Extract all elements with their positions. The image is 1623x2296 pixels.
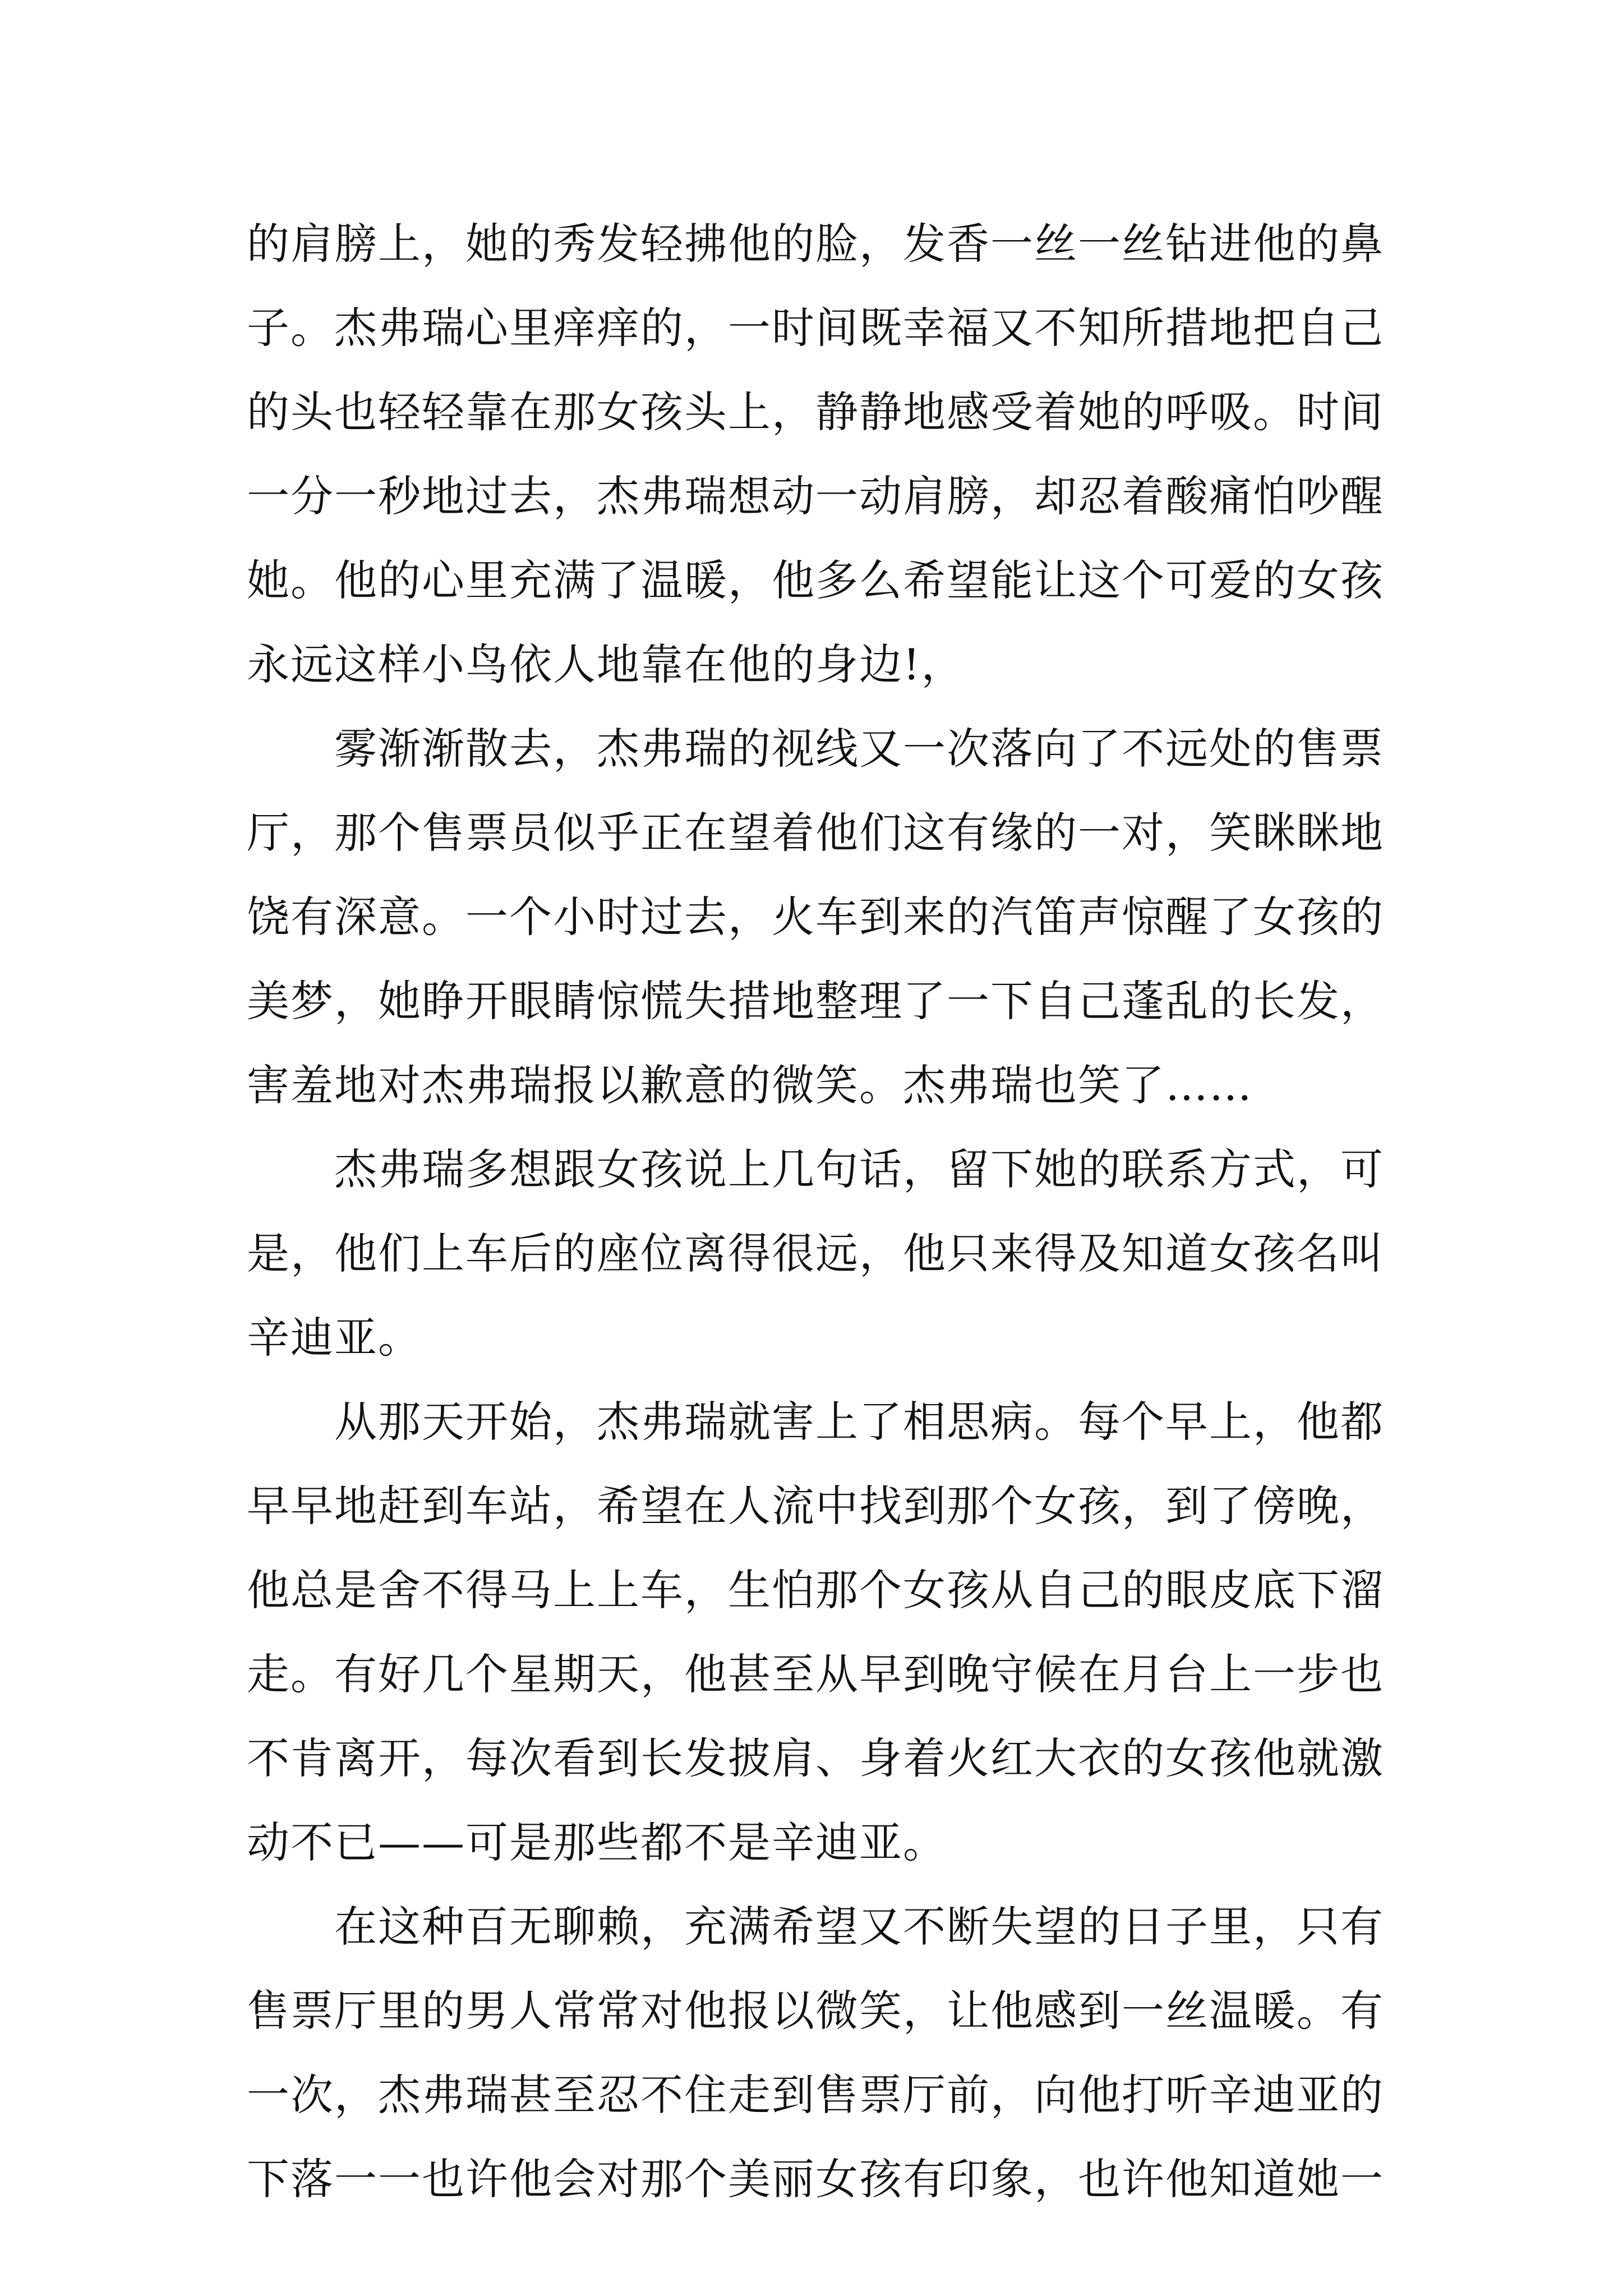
text-line: 下落一一也许他会对那个美丽女孩有印象，也许他知道她一 bbox=[247, 2154, 1384, 2204]
text-line: 的头也轻轻靠在那女孩头上，静静地感受着她的呼吸。时间 bbox=[247, 387, 1384, 437]
text-line: 动不已——可是那些都不是辛迪亚。 bbox=[247, 1818, 947, 1867]
text-line: 一分一秒地过去，杰弗瑞想动一动肩膀，却忍着酸痛怕吵醒 bbox=[247, 471, 1384, 521]
text-line: 走。有好几个星期天，他甚至从早到晚守候在月台上一步也 bbox=[247, 1649, 1384, 1699]
text-line: 子。杰弗瑞心里痒痒的，一时间既幸福又不知所措地把自己 bbox=[247, 303, 1384, 353]
text-line: 从那天开始，杰弗瑞就害上了相思病。每个早上，他都 bbox=[247, 1397, 1384, 1447]
document-body bbox=[247, 202, 1385, 2221]
text-line: 厅，那个售票员似乎正在望着他们这有缘的一对，笑眯眯地 bbox=[247, 808, 1384, 858]
text-line: 是，他们上车后的座位离得很远，他只来得及知道女孩名叫 bbox=[247, 1228, 1384, 1278]
text-line: 美梦，她睁开眼睛惊慌失措地整理了一下自己蓬乱的长发， bbox=[247, 976, 1384, 1026]
text-line: 饶有深意。一个小时过去，火车到来的汽笛声惊醒了女孩的 bbox=[247, 892, 1384, 942]
text-line: 早早地赶到车站，希望在人流中找到那个女孩，到了傍晚， bbox=[247, 1481, 1384, 1531]
text-line: 的肩膀上，她的秀发轻拂他的脸，发香一丝一丝钻进他的鼻 bbox=[247, 219, 1384, 269]
text-line: 辛迪亚。 bbox=[247, 1313, 422, 1363]
text-line: 杰弗瑞多想跟女孩说上几句话，留下她的联系方式，可 bbox=[247, 1144, 1384, 1194]
text-line: 他总是舍不得马上上车，生怕那个女孩从自己的眼皮底下溜 bbox=[247, 1565, 1384, 1615]
text-line: 售票厅里的男人常常对他报以微笑，让他感到一丝温暖。有 bbox=[247, 1986, 1384, 2036]
text-line: 永远这样小鸟依人地靠在他的身边!， bbox=[247, 639, 965, 689]
text-line: 一次，杰弗瑞甚至忍不住走到售票厅前，向他打听辛迪亚的 bbox=[247, 2070, 1384, 2120]
text-line: 害羞地对杰弗瑞报以歉意的微笑。杰弗瑞也笑了…… bbox=[247, 1060, 1253, 1110]
text-line: 不肯离开，每次看到长发披肩、身着火红大衣的女孩他就激 bbox=[247, 1733, 1384, 1783]
text-line: 雾渐渐散去，杰弗瑞的视线又一次落向了不远处的售票 bbox=[247, 724, 1384, 774]
text-line: 在这种百无聊赖，充满希望又不断失望的日子里，只有 bbox=[247, 1902, 1384, 1952]
text-line: 她。他的心里充满了温暖，他多么希望能让这个可爱的女孩 bbox=[247, 555, 1384, 605]
